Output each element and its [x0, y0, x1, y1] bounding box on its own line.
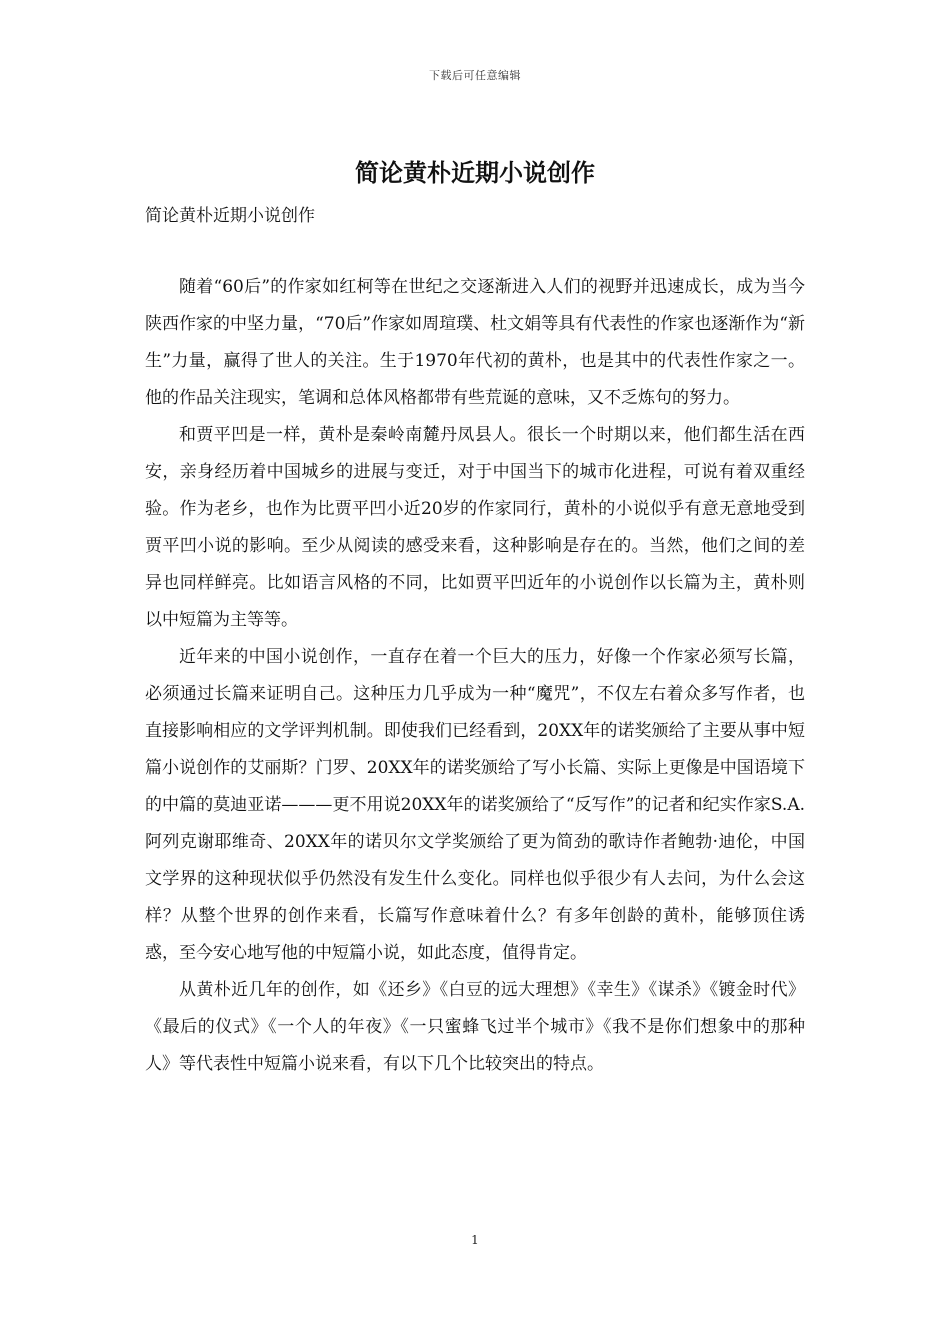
header-note: 下载后可任意编辑 — [429, 69, 521, 82]
paragraph: 随着“60后”的作家如红柯等在世纪之交逐渐进入人们的视野并迅速成长，成为当今陕西作家的中坚力量，“70后”作家如周瑄璞、杜文娟等具有代表性的作家也逐渐作为“新生”力量，赢得了世人的关注。生于1970年代初的黄朴，也是其中的代表性作家之一。他的作品关注现实，笔调和总体风格都带有些荒诞的意味，又不乏炼句的努力。 — [145, 277, 805, 408]
paragraph: 近年来的中国小说创作，一直存在着一个巨大的压力，好像一个作家必须写长篇，必须通过长篇来证明自己。这种压力几乎成为一种“魔咒”，不仅左右着众多写作者，也直接影响相应的文学评判机制。即使我们已经看到，20XX年的诺奖颁给了主要从事中短篇小说创作的艾丽斯？门罗、20XX年的诺奖颁给了写小长篇、实际上更像是中国语境下的中篇的莫迪亚诺———更不用说20XX年的诺奖颁给了“反写作”的记者和纪实作家S.A.阿列克谢耶维奇、20XX年的诺贝尔文学奖颁给了更为简劲的歌诗作者鲍勃·迪伦，中国文学界的这种现状似乎仍然没有发生什么变化。同样也似乎很少有人去问，为什么会这样？从整个世界的创作来看，长篇写作意味着什么？有多年创龄的黄朴，能够顶住诱惑，至今安心地写他的中短篇小说，如此态度，值得肯定。 — [145, 647, 805, 963]
paragraph: 从黄朴近几年的创作，如《还乡》《白豆的远大理想》《幸生》《谋杀》《镀金时代》《最后的仪式》《一个人的年夜》《一只蜜蜂飞过半个城市》《我不是你们想象中的那种人》等代表性中短篇小说来看，有以下几个比较突出的特点。 — [145, 980, 805, 1074]
document-subtitle: 简论黄朴近期小说创作 — [145, 206, 315, 226]
page-number: 1 — [471, 1233, 479, 1247]
paragraph: 和贾平凹是一样，黄朴是秦岭南麓丹凤县人。很长一个时期以来，他们都生活在西安，亲身经历着中国城乡的进展与变迁，对于中国当下的城市化进程，可说有着双重经验。作为老乡，也作为比贾平凹小近20岁的作家同行，黄朴的小说似乎有意无意地受到贾平凹小说的影响。至少从阅读的感受来看，这种影响是存在的。当然，他们之间的差异也同样鲜亮。比如语言风格的不同，比如贾平凹近年的小说创作以长篇为主，黄朴则以中短篇为主等等。 — [145, 425, 805, 630]
document-body — [145, 269, 805, 1083]
document-title: 简论黄朴近期小说创作 — [355, 159, 595, 187]
